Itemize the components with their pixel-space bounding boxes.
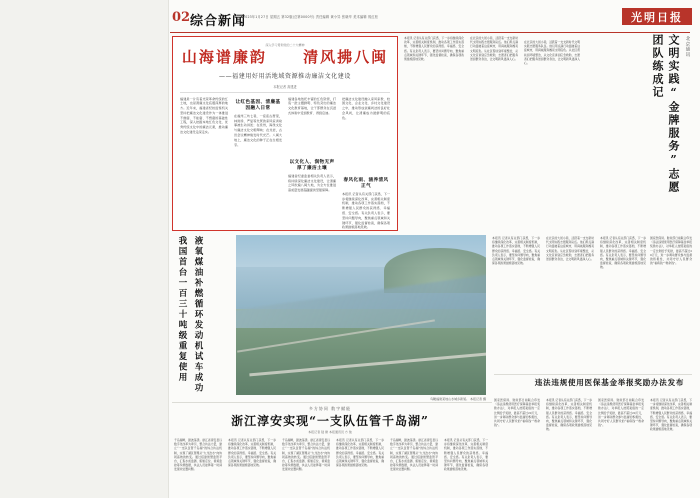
bottom-col-5 [390, 438, 438, 492]
right-col-mid-body-2: 在北京的大街小巷，活跃着一支支新时代文明实践志愿服务队伍。他们用点滴行动温暖着这座城市，用真诚服务擦亮文明底色。从社区帮扶到环境整治，从文化宣讲到应急救助，志愿者们把服务送到群众身边，让文明新风浸润人心。 [546, 236, 594, 261]
page-fold-left [0, 0, 169, 498]
lead-body-1: 福建是一片有着光荣革命传统的红土地，也是清廉文化底蕴深厚的地方。近年来，福建省纪检监察机关坚持把廉洁文化建设作为一体推进不敢腐、不能腐、不想腐的基础性工程，深入挖掘本地红色文化、优秀传统文化中的廉洁元素，推动廉洁文化建设走深走实。 [180, 96, 228, 134]
masthead-meta: 2023年1月27日 星期五 第32版(总第0000号) 责任编辑 黄小异 张晓华 美术编辑 郭红松 [243, 15, 379, 19]
lead-column-3 [288, 97, 336, 237]
bottom-body-3: 千岛湖畔，碧波荡漾。浙江省淳安县以数字化改革为牵引，整合执法力量，建立“一支队伍管千岛湖”的综合执法机制，实现了湖区管理从“九龙治水”向协同高效的转变。通过搭建智慧监管平台，汇集水质监测、船舶定位、视频监控等多源数据，执法人员能够第一时间发现并处置问题。 [282, 438, 330, 472]
bottom-story-kicker: 多方协同 数字赋能 [308, 406, 352, 411]
right-lower-body-2: 本报讯 记者从有关部门获悉，下一步将继续深化改革，完善相关制度机制，推动各项工作落实落细，不断增强人民群众的获得感、幸福感、安全感。有关负责人表示，要坚持问题导向，聚焦重点领域和关键环节，强化监督检查，确保各项政策措施落地见效。 [546, 398, 592, 432]
left-feature-headline-line1: 液氧煤油补燃循环发动机试车成功 [193, 236, 203, 394]
lead-body-5: 把廉洁文化建设融入家风家教、校园文化、企业文化、乡村文化建设之中，推动形成崇廉尚洁的良好社会风尚，让清廉成为最鲜明的底色。 [342, 96, 390, 120]
right-lower-body-3: 国家医保局、财政部日前联合印发《违法违规使用医疗保障基金举报奖励办法》，对举报人按照案值的一定比例给予奖励，最高不超过20万元，进一步调动群众参与监督的积极性，共同守好人民群众的“看病钱”“救命钱”。 [598, 398, 644, 428]
photo-caption: 鸟瞰福建某地山水城乡新貌。 本报记者 摄 [430, 397, 486, 401]
lead-story-box [172, 36, 398, 231]
right-lower-col-4 [650, 398, 692, 492]
bottom-col-2 [228, 438, 276, 492]
lead-headline [180, 49, 390, 66]
bottom-story-byline: 本报记者 陆 健 本报通讯员 方 俊 [308, 430, 352, 434]
right-col-mid-1 [492, 236, 540, 376]
feature-photo [236, 235, 486, 395]
mid-column-text-2 [470, 36, 518, 232]
bottom-col-6 [444, 438, 488, 492]
mid-column-body-2: 在北京的大街小巷，活跃着一支支新时代文明实践志愿服务队伍。他们用点滴行动温暖着这座城市，用真诚服务擦亮文明底色。从社区帮扶到环境整治，从文化宣讲到应急救助，志愿者们把服务送到群众身边，让文明新风浸润人心。 [470, 36, 518, 61]
mid-column-text-1 [404, 36, 464, 232]
right-lower-title: 违法违规使用医保基金举报奖励办法发布 [534, 378, 685, 387]
right-col-mid-body-3: 本报讯 记者从有关部门获悉，下一步将继续深化改革，完善相关制度机制，推动各项工作落实落细，不断增强人民群众的获得感、幸福感、安全感。有关负责人表示，要坚持问题导向，聚焦重点领域和关键环节，强化监督检查，确保各项政策措施落地见效。 [600, 236, 646, 270]
lead-subhead-3: 春风化雨、涵养清风正气 [343, 177, 389, 189]
right-feature-headline-group [649, 34, 690, 204]
right-lower-col-2 [546, 398, 592, 492]
lead-body-4: 福建省纪委监委相关负责人表示，将持续深化廉洁文化建设，让清廉之风吹遍八闽大地，为全方位推进高质量发展超越提供坚强保障。 [288, 173, 336, 193]
lead-headline-part2: 清风拂八闽 [303, 48, 389, 66]
lead-body-3: 福建各地依托丰富的红色资源，打造一批主题鲜明、特色突出的廉洁文化教育基地，让干部群众在沉浸式体验中受到教育、得到启迪。 [288, 96, 336, 115]
right-col-mid-body-1: 本报讯 记者从有关部门获悉，下一步将继续深化改革，完善相关制度机制，推动各项工作落实落细，不断增强人民群众的获得感、幸福感、安全感。有关负责人表示，要坚持问题导向，聚焦重点领域和关键环节，强化监督检查，确保各项政策措施落地见效。 [492, 236, 540, 266]
lead-subtitle: ——福建用好用活地域资源推动廉洁文化建设 [218, 72, 351, 80]
lead-columns [180, 97, 390, 237]
right-col-mid-3 [600, 236, 646, 376]
right-col-mid-4 [650, 236, 692, 376]
photo-bank [236, 328, 486, 395]
mid-column-body-1: 本报讯 记者从有关部门获悉，下一步将继续深化改革，完善相关制度机制，推动各项工作落实落细，不断增强人民群众的获得感、幸福感、安全感。有关负责人表示，要坚持问题导向，聚焦重点领域和关键环节，强化监督检查，确保各项政策措施落地见效。 [404, 36, 464, 61]
lead-body-2: 在福州三坊七巷，一座座古厝里，林则徐、严复等先贤的家风家训故事被生动讲述；在泉州，海丝文化与廉洁文化交相辉映；在龙岩，古田会议精神焕发时代光芒。八闽大地上，廉洁文化的种子正在生根发芽。 [234, 113, 282, 147]
bottom-body-1: 千岛湖畔，碧波荡漾。浙江省淳安县以数字化改革为牵引，整合执法力量，建立“一支队伍管千岛湖”的综合执法机制，实现了湖区管理从“九龙治水”向协同高效的转变。通过搭建智慧监管平台，汇集水质监测、船舶定位、视频监控等多源数据，执法人员能够第一时间发现并处置问题。 [174, 438, 222, 472]
left-feature-headline-line2: 我国首台一百三十吨级重复使用 [177, 236, 187, 383]
newspaper-flag: 光明日报 [622, 8, 692, 25]
bottom-body-2: 本报讯 记者从有关部门获悉，下一步将继续深化改革，完善相关制度机制，推动各项工作落实落细，不断增强人民群众的获得感、幸福感、安全感。有关负责人表示，要坚持问题导向，聚焦重点领域和关键环节，强化监督检查，确保各项政策措施落地见效。 [228, 438, 276, 468]
bottom-divider [172, 402, 492, 403]
right-lower-body-4: 本报讯 记者从有关部门获悉，下一步将继续深化改革，完善相关制度机制，推动各项工作落实落细，不断增强人民群众的获得感、幸福感、安全感。有关负责人表示，要坚持问题导向，聚焦重点领域和关键环节，强化监督检查，确保各项政策措施落地见效。 [650, 398, 692, 432]
right-feature-col-1 [524, 40, 580, 232]
right-feature-headline: 文明实践“金牌服务”志愿团队练成记 [651, 34, 680, 194]
bottom-body-5: 千岛湖畔，碧波荡漾。浙江省淳安县以数字化改革为牵引，整合执法力量，建立“一支队伍管千岛湖”的综合执法机制，实现了湖区管理从“九龙治水”向协同高效的转变。通过搭建智慧监管平台，汇集水质监测、船舶定位、视频监控等多源数据，执法人员能够第一时间发现并处置问题。 [390, 438, 438, 472]
section-title: 综合新闻 [190, 14, 247, 29]
lead-subhead-2: 以文化人、润物无声厚了廉洁土壤 [289, 159, 335, 171]
lead-body-6: 本报讯 记者从有关部门获悉，下一步将继续深化改革，完善相关制度机制，推动各项工作落实落细，不断增强人民群众的获得感、幸福感、安全感。有关负责人表示，要坚持问题导向，聚焦重点领域和关键环节，强化监督检查，确保各项政策措施落地见效。 [342, 191, 390, 230]
left-feature-headline-group [176, 236, 204, 396]
right-feature-kicker: 北京通讯 [685, 36, 690, 58]
lead-byline: 本报记者 高建进 [180, 84, 390, 93]
lead-headline-part1: 山海谱廉韵 [181, 48, 267, 66]
bottom-story-title: 浙江淳安实现“一支队伍管千岛湖” [231, 414, 429, 428]
lead-column-4 [342, 97, 390, 237]
lead-kicker: 深入学习贯彻党的二十大精神 [265, 43, 305, 47]
page-number: 02 [172, 10, 191, 25]
bottom-col-3 [282, 438, 330, 492]
right-lower-body-1: 国家医保局、财政部日前联合印发《违法违规使用医疗保障基金举报奖励办法》，对举报人按照案值的一定比例给予奖励，最高不超过20万元，进一步调动群众参与监督的积极性，共同守好人民群众的“看病钱”“救命钱”。 [494, 398, 540, 428]
right-lower-col-3 [598, 398, 644, 492]
right-lower-divider [494, 374, 692, 375]
lead-column-1 [180, 97, 228, 237]
bottom-body-4: 本报讯 记者从有关部门获悉，下一步将继续深化改革，完善相关制度机制，推动各项工作落实落细，不断增强人民群众的获得感、幸福感、安全感。有关负责人表示，要坚持问题导向，聚焦重点领域和关键环节，强化监督检查，确保各项政策措施落地见效。 [336, 438, 384, 468]
right-col-mid-2 [546, 236, 594, 376]
bottom-col-1 [174, 438, 222, 492]
lead-subhead-1: 让红色基因、清廉基因融入日常 [235, 99, 281, 111]
right-col-mid-body-4: 国家医保局、财政部日前联合印发《违法违规使用医疗保障基金举报奖励办法》，对举报人按照案值的一定比例给予奖励，最高不超过20万元，进一步调动群众参与监督的积极性，共同守好人民群众的“看病钱”“救命钱”。 [650, 236, 692, 266]
bottom-body-6: 本报讯 记者从有关部门获悉，下一步将继续深化改革，完善相关制度机制，推动各项工作落实落细，不断增强人民群众的获得感、幸福感、安全感。有关负责人表示，要坚持问题导向，聚焦重点领域和关键环节，强化监督检查，确保各项政策措施落地见效。 [444, 438, 488, 472]
lead-column-2 [234, 97, 282, 237]
right-lower-col-1 [494, 398, 540, 492]
bottom-col-4 [336, 438, 384, 492]
right-feature-body-1: 在北京的大街小巷，活跃着一支支新时代文明实践志愿服务队伍。他们用点滴行动温暖着这座城市，用真诚服务擦亮文明底色。从社区帮扶到环境整治，从文化宣讲到应急救助，志愿者们把服务送到群众身边，让文明新风浸润人心。 [524, 40, 580, 65]
